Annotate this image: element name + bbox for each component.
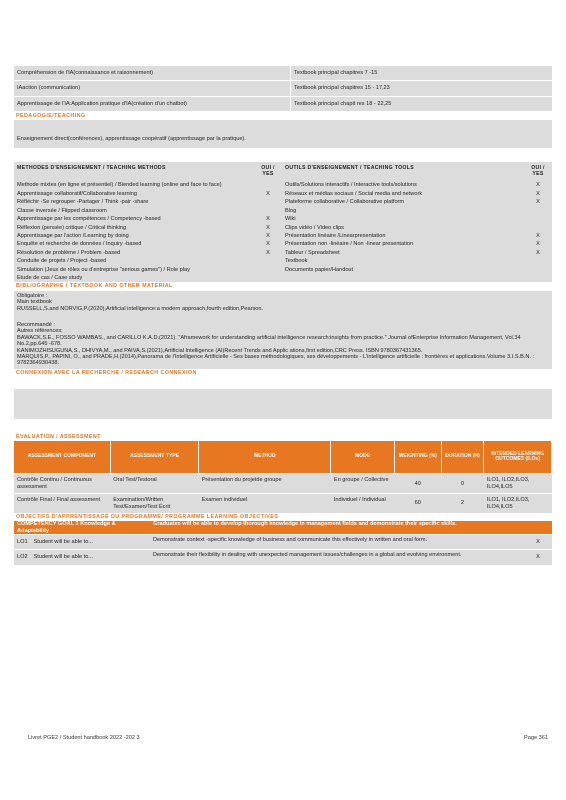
lo-id: LO1: [17, 539, 28, 546]
methods-row: [14, 181, 552, 189]
learning-objective-row: [14, 550, 552, 565]
top-row: [14, 81, 552, 96]
eval-weight: 40: [394, 474, 441, 494]
teaching-tool: Tableur / Spreadsheet: [285, 249, 340, 256]
methods-table: [14, 162, 552, 282]
lo-id-cell: [14, 535, 150, 550]
objectives-table: [14, 521, 552, 565]
teaching-method: Conduite de projets / Project -based: [17, 258, 107, 265]
eval-row: [14, 494, 552, 513]
teaching-method-check: [254, 181, 282, 189]
eval-duration: 2: [441, 494, 484, 513]
top-row-right: Textbook principal chapitres 15 - 17,23: [291, 81, 553, 96]
top-row-left: Apprentissage de l'IA:Application pratique d'IA(création d'un chatbot): [14, 96, 291, 111]
teaching-tool-check: X: [536, 241, 540, 248]
teaching-method: Réfléchir -Se regrouper -Partager / Think -pair -share: [17, 199, 149, 206]
teaching-method-check: X: [266, 249, 270, 256]
lo-id: LO2: [17, 554, 28, 561]
teaching-method-check: X: [266, 224, 270, 231]
teaching-tool: Présentation linéaire /Linearpresentation: [285, 232, 386, 239]
methods-row: [14, 274, 552, 282]
teaching-tool: Clips vidéo / Video clips: [285, 224, 344, 231]
methods-row: [14, 215, 552, 223]
lo-id-cell: [14, 550, 150, 565]
teaching-method-check: [254, 207, 282, 215]
teaching-tool-check: X: [536, 249, 540, 256]
methods-row: [14, 190, 552, 198]
teaching-method: Classe inversée / Flipped classroom: [17, 207, 107, 214]
teaching-tool: [282, 274, 524, 282]
teaching-method: Enquête et recherche de données / Inquiry -based: [17, 241, 142, 248]
biblio-block: [14, 291, 552, 369]
eval-component: Contrôle Continu / Continuous assessment: [14, 474, 110, 494]
pedagogie-block: [14, 120, 552, 148]
top-row-left: Compréhension de l'IA(connaissance et raisonnement): [14, 66, 291, 81]
teaching-method-check: X: [266, 216, 270, 223]
teaching-tool: Blog: [285, 207, 297, 214]
eval-header: WEIGHTING (%): [394, 441, 441, 474]
teaching-tool-check: X: [536, 232, 540, 239]
teaching-tool-check: [524, 257, 552, 265]
biblio-main: Main textbook: [17, 299, 52, 306]
top-row-right: Textbook principal chapit res 18 - 22,25: [291, 96, 553, 111]
eval-ilos: ILO1, ILO2,ILO3, ILO4,ILO5: [484, 494, 552, 513]
teaching-tool-check: [524, 207, 552, 215]
teaching-method-check: [254, 198, 282, 206]
eval-header: ASSESSMENT TYPE: [110, 441, 198, 474]
connexion-block: [14, 389, 552, 419]
teaching-tool: Wiki: [285, 216, 296, 223]
teaching-method-check: [254, 274, 282, 282]
top-row-left: IAaction (communication): [14, 81, 291, 96]
teaching-method: Apprentissage par les compétences / Competency -based: [17, 216, 161, 223]
eval-header: METHOD: [199, 441, 331, 474]
eval-header: ASSESSMENT COMPONENT: [14, 441, 110, 474]
methods-yes-header: OUI / YES: [261, 165, 275, 178]
biblio-main-ref: RUSSELL,S.and NORVIG,P.(2020),Artificial intelligence:a modern approach,fourth edition,Pearson.: [17, 305, 264, 312]
biblio-recommande: Recommandé :: [17, 321, 55, 328]
methods-row: [14, 232, 552, 240]
teaching-tool-check: [524, 224, 552, 232]
eval-type: Examination/Written Test/Examen/Test Écrit: [110, 494, 198, 513]
teaching-tool-check: [524, 266, 552, 274]
methods-row: [14, 198, 552, 206]
top-row-right: Textbook principal chapitres 7 -15: [294, 70, 378, 76]
methods-row: [14, 240, 552, 248]
footer: [28, 735, 548, 741]
footer-page: Page 361: [524, 735, 548, 741]
teaching-tool-check: X: [536, 182, 540, 189]
eval-header: DURATION (H): [441, 441, 484, 474]
pedagogie-title: PEDAGOGIE/TEACHING: [16, 113, 86, 120]
connexion-title: CONNEXION AVEC LA RECHERCHE / RESEARCH CONNEXION: [16, 369, 197, 376]
lo-description: Demonstrate their flexibility in dealing with unexpected management issues/challenges in a global and evolving environment.: [150, 550, 524, 565]
teaching-tool: Documents papier/Handout: [285, 266, 354, 273]
eval-component: Contrôle Final / Final assessment: [14, 494, 110, 513]
teaching-tool: Réseaux et médias sociaux / Social media and network: [285, 190, 423, 197]
teaching-tool: Présentation non -linéaire / Non -linear presentation: [285, 241, 414, 248]
lo-left: Student will be able to...: [33, 554, 93, 561]
teaching-method-check: [254, 266, 282, 274]
competency-description: Graduates will be able to develop thorough knowledge in management fields and demonstrate their specific skills.: [150, 521, 552, 534]
teaching-method: Simulation (Jeux de rôles ou d'entreprise "serious games") / Role play: [17, 266, 190, 273]
teaching-tool-check: X: [536, 199, 540, 206]
lo-check: X: [524, 550, 552, 565]
methods-header: METHODES D'ENSEIGNEMENT / TEACHING METHODS: [17, 165, 166, 172]
eval-mode: Individuel / Individual: [331, 494, 394, 513]
lo-left: Student will be able to...: [33, 539, 93, 546]
eval-weight: 60: [394, 494, 441, 513]
tools-yes-header: OUI / YES: [531, 165, 545, 178]
lo-check: X: [524, 535, 552, 550]
top-row: [14, 66, 552, 81]
evaluation-title: EVALUATION / ASSESSMENT: [16, 434, 101, 441]
eval-method: Examen individuel: [199, 494, 331, 513]
teaching-method: Methode mixtes (en ligne et présentiel) / Blended learning (online and face to face): [17, 182, 222, 189]
teaching-method: Etude de cas / Case study: [17, 275, 83, 282]
methods-row: [14, 249, 552, 257]
teaching-tool-check: X: [536, 190, 540, 197]
footer-left: Livret PGE2 / Student handbook 2022 -202 3: [28, 735, 140, 741]
objectives-title: OBJECTIFS D'APPRENTISSAGE DU PROGRAMME/ PROGRAMME LEARNING OBJECTIVES: [16, 513, 279, 520]
eval-row: [14, 474, 552, 494]
eval-method: Présentation du projetde groupe: [199, 474, 331, 494]
teaching-tool: Textbook: [285, 258, 308, 265]
teaching-tool-check: [524, 274, 552, 282]
teaching-method: Résolution de problème / Problem -based: [17, 249, 121, 256]
biblio-reference: BAWACK,S.E., FOSSO WAMBAS., and CARILLO K.A.D.(2021). "Aframework for understanding artificial intelligence research:insights from practice." Journal ofEnterprise Information Management, Vol.34 No.2,pp.645 -678.: [17, 334, 521, 348]
biblio-title: BIBLIOGRAPHIE / TEXTBOOK AND OTHER MATERIAL: [16, 283, 173, 290]
top-rows-table: [14, 66, 552, 111]
methods-row: [14, 266, 552, 274]
page: [14, 66, 552, 565]
tools-header: OUTILS D'ENSEIGNEMENT / TEACHING TOOLS: [285, 165, 414, 172]
eval-header: INTENDED LEARNING OUTCOMES (ILOs): [484, 441, 552, 474]
methods-row: [14, 224, 552, 232]
biblio-obligatoire: Obligatoire :: [17, 292, 48, 299]
methods-row: [14, 207, 552, 215]
biblio-other: Autres références:: [17, 328, 63, 335]
eval-mode: En groupe / Collective: [331, 474, 394, 494]
eval-ilos: ILO1, ILO2,ILO3, ILO4,ILO5: [484, 474, 552, 494]
teaching-method-check: X: [266, 241, 270, 248]
competency-goal: COMPETENCY GOAL 1 Knowledge & Adaptability: [14, 521, 150, 534]
biblio-reference: KANIMOZHISUGUNA,S., DHIVYA,M., and PAIVA,S.(2021),Artificial Intelligence (AI)Recent Trends and Applic ations,first edition,CRC Press. ISBN 9780367431365.: [17, 347, 423, 354]
pedagogie-text: Enseignement direct(conférences), apprentissage coopératif (apprentissage par la pratique).: [17, 136, 246, 143]
lo-description: Demonstrate context -specific knowledge of business and communicate this effectively in written and oral form.: [150, 535, 524, 550]
teaching-tool-check: [524, 215, 552, 223]
teaching-method-check: X: [266, 232, 270, 239]
teaching-method: Apprentissage par l'action /Learning by doing: [17, 232, 129, 239]
eval-type: Oral Test/Testoral: [110, 474, 198, 494]
evaluation-table: [14, 441, 552, 513]
learning-objective-row: [14, 535, 552, 550]
teaching-tool: Plateforme collaborative / Collaborative platform: [285, 199, 405, 206]
eval-header: MODE: [331, 441, 394, 474]
teaching-method-check: [254, 257, 282, 265]
biblio-reference: MARQUIS,P., PAPINI, O., and PRADE,H.(2014),Panorama de l'Intelligence Artificielle - Ses bases méthodologiques, ses développements - L'intelligence artificielle : frontières et applications.Volume 3.I.S.B.N. : 9782364930438.: [17, 354, 535, 367]
teaching-tool: Outils/Solutions interactifs / Interactive tools/solutions: [285, 182, 417, 189]
teaching-method: Apprentissage collaboratif/Collaborative learning: [17, 190, 138, 197]
methods-row: [14, 257, 552, 265]
top-row: [14, 96, 552, 111]
teaching-method: Réflexion (pensée) critique / Critical thinking: [17, 224, 127, 231]
teaching-method-check: X: [266, 190, 270, 197]
eval-duration: 0: [441, 474, 484, 494]
